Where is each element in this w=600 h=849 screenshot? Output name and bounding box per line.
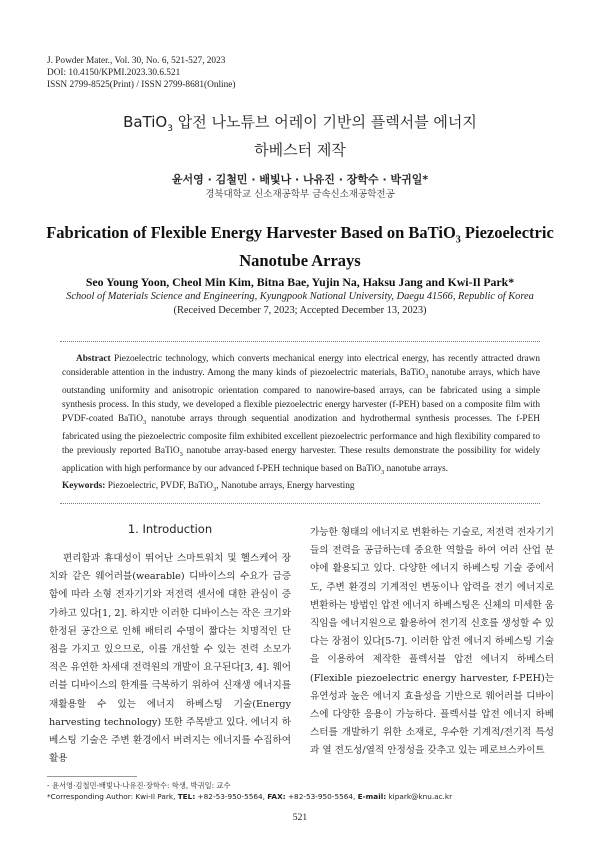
body-column-left: 편리함과 휴대성이 뛰어난 스마트워치 및 헬스케어 장치와 같은 웨어러블(wearable) 디바이스의 수요가 급증함에 따라 소형 전자기기와 저전력 센서에 대한 관심이 증가하고 있다[1, 2]. 하지만 이러한 디바이스는 작은 크기와 한정된 공간으로 인해 배터리 수명이 짧다는 치명적인 단점을 가지고 있으므로, 이를 개선할 수 있는 전력 소모가 적은 유연한 차세대 전력원의 개발이 요구된다[3, 4]. 웨어러블 디바이스의 한계를 극복하기 위하여 신재생 에너지를 재활용할 수 있는 에너지 하베스팅 기술(Energy harvesting technology) 또한 주목받고 있다. 에너지 하베스팅 기술은 주변 환경에서 버려지는 에너지를 수집하여 활용 bbox=[49, 553, 291, 765]
korean-title-prefix: BaTiO bbox=[123, 113, 168, 131]
email-label: E-mail: bbox=[357, 792, 387, 801]
abstract-label: Abstract bbox=[76, 354, 111, 364]
corresponding-author: *Corresponding Author: Kwi-Il Park, bbox=[47, 792, 178, 801]
footnote-rule bbox=[47, 776, 137, 777]
abstract-subscript: 3 bbox=[425, 372, 429, 380]
keywords bbox=[62, 481, 540, 493]
page-number: 521 bbox=[292, 812, 308, 823]
abstract-subscript: 3 bbox=[179, 451, 183, 459]
footnote bbox=[47, 780, 557, 802]
abstract-top-rule bbox=[60, 341, 540, 342]
korean-authors: 윤서영 · 김철민 · 배빛나 · 나유진 · 장학수 · 박귀일* bbox=[171, 173, 429, 186]
body-column-right: 가능한 형태의 에너지로 변환하는 기술로, 저전력 전자기기들의 전력을 공급하는데 중요한 역할을 하여 여러 산업 분야에 활용되고 있다. 다양한 에너지 하베스팅 기술 중에서도, 주변 환경의 기계적인 변동이나 압력을 전기 에너지로 변환하는 방법인 압전 에너지 하베스팅은 신체의 미세한 움직임을 에너지원으로 활용하여 전기적 신호를 생성할 수 있다는 장점이 있다[5-7]. 이러한 압전 에너지 하베스팅 기술을 이용하여 제작한 플렉서블 압전 에너지 하베스터(Flexible piezoelectric energy harvester, f-PEH)는 유연성과 높은 에너지 효율성을 기반으로 웨어러블 디바이스에 다양한 응용이 가능하다. 플렉서블 압전 에너지 하베스터를 개발하기 위한 소재로, 우수한 기계적/전기적 특성과 열 전도성/열적 안정성을 갖추고 있는 페로브스카이트 bbox=[310, 527, 554, 757]
footnote-author-roles: - 윤서영·김철민·배빛나·나유진·장학수: 학생, 박귀일: 교수 bbox=[47, 781, 231, 790]
korean-title-line2: 하베스터 제작 bbox=[254, 141, 346, 159]
abstract-text-4: nanotube array-based energy harvester. These results demonstrate the possibility for widely application with high performance by our advanced f-PEH technique based on BaTiO bbox=[62, 446, 540, 475]
english-title-part2: Piezoelectric bbox=[460, 223, 554, 242]
abstract-text-1: Piezoelectric technology, which converts mechanical energy into electrical energy, has recently attracted drawn considerable attention in the industry. Among the many kinds of piezoelectric materials, BaTiO bbox=[62, 354, 540, 379]
footnote-corresponding bbox=[47, 791, 557, 802]
korean-title-subscript: 3 bbox=[167, 124, 173, 134]
fax-value: +82-53-950-5564, bbox=[285, 792, 358, 801]
english-affiliation: School of Materials Science and Engineering, Kyungpook National University, Daegu 41566, Republic of Korea bbox=[66, 291, 534, 302]
keywords-subscript: 3 bbox=[213, 485, 217, 493]
journal-header bbox=[47, 55, 236, 91]
tel-label: TEL: bbox=[177, 792, 196, 801]
journal-citation: J. Powder Mater., Vol. 30, No. 6, 521-527, 2023 bbox=[47, 56, 226, 66]
tel-value: +82-53-950-5564, bbox=[195, 792, 268, 801]
email-link[interactable]: kipark@knu.ac.kr bbox=[386, 792, 453, 801]
abstract-subscript: 3 bbox=[381, 469, 385, 477]
abstract-subscript: 3 bbox=[142, 419, 147, 427]
english-title bbox=[40, 222, 560, 271]
issn: ISSN 2799-8525(Print) / ISSN 2799-8681(Online) bbox=[47, 80, 236, 90]
abstract-text-3: nanotube arrays through sequential anodization and hydrothermal synthesis processes. The f-PEH fabricated using the piezoelectric composite film exhibited excellent piezoelectric performance and high flexibility compared to the previously reported BaTiO bbox=[62, 414, 540, 457]
fax-label: FAX: bbox=[267, 792, 286, 801]
abstract-text-2: nanotube arrays, which have outstanding uniformity and anisotropic orientation compared to nanowire-based arrays, can be fabricated using a simple synthesis process. In this study, we developed a flexible piezoelectric energy harvester (f-PEH) based on a composite film with PVDF-coated BaTiO bbox=[62, 368, 540, 425]
korean-title-line1: 압전 나노튜브 어레이 기반의 플렉서블 에너지 bbox=[172, 113, 477, 131]
doi: DOI: 10.4150/KPMI.2023.30.6.521 bbox=[47, 68, 181, 78]
keywords-text-1: Piezoelectric, PVDF, BaTiO bbox=[105, 481, 214, 491]
english-title-subscript: 3 bbox=[455, 234, 461, 246]
korean-affiliation: 경북대학교 신소재공학부 금속신소재공학전공 bbox=[205, 189, 395, 200]
korean-title bbox=[40, 112, 560, 161]
abstract bbox=[62, 352, 540, 480]
keywords-text-2: , Nanotube arrays, Energy harvesting bbox=[216, 481, 355, 491]
abstract-bottom-rule bbox=[60, 503, 540, 504]
english-title-line2: Nanotube Arrays bbox=[239, 251, 361, 271]
keywords-label: Keywords: bbox=[62, 481, 106, 491]
abstract-text-5: nanotube arrays. bbox=[384, 464, 449, 475]
english-authors: Seo Young Yoon, Cheol Min Kim, Bitna Bae, Yujin Na, Haksu Jang and Kwi-Il Park* bbox=[85, 275, 515, 289]
section-heading: 1. Introduction bbox=[127, 522, 213, 536]
received-dates: (Received December 7, 2023; Accepted December 13, 2023) bbox=[173, 305, 427, 316]
english-title-part1: Fabrication of Flexible Energy Harvester Based on BaTiO bbox=[46, 223, 456, 242]
